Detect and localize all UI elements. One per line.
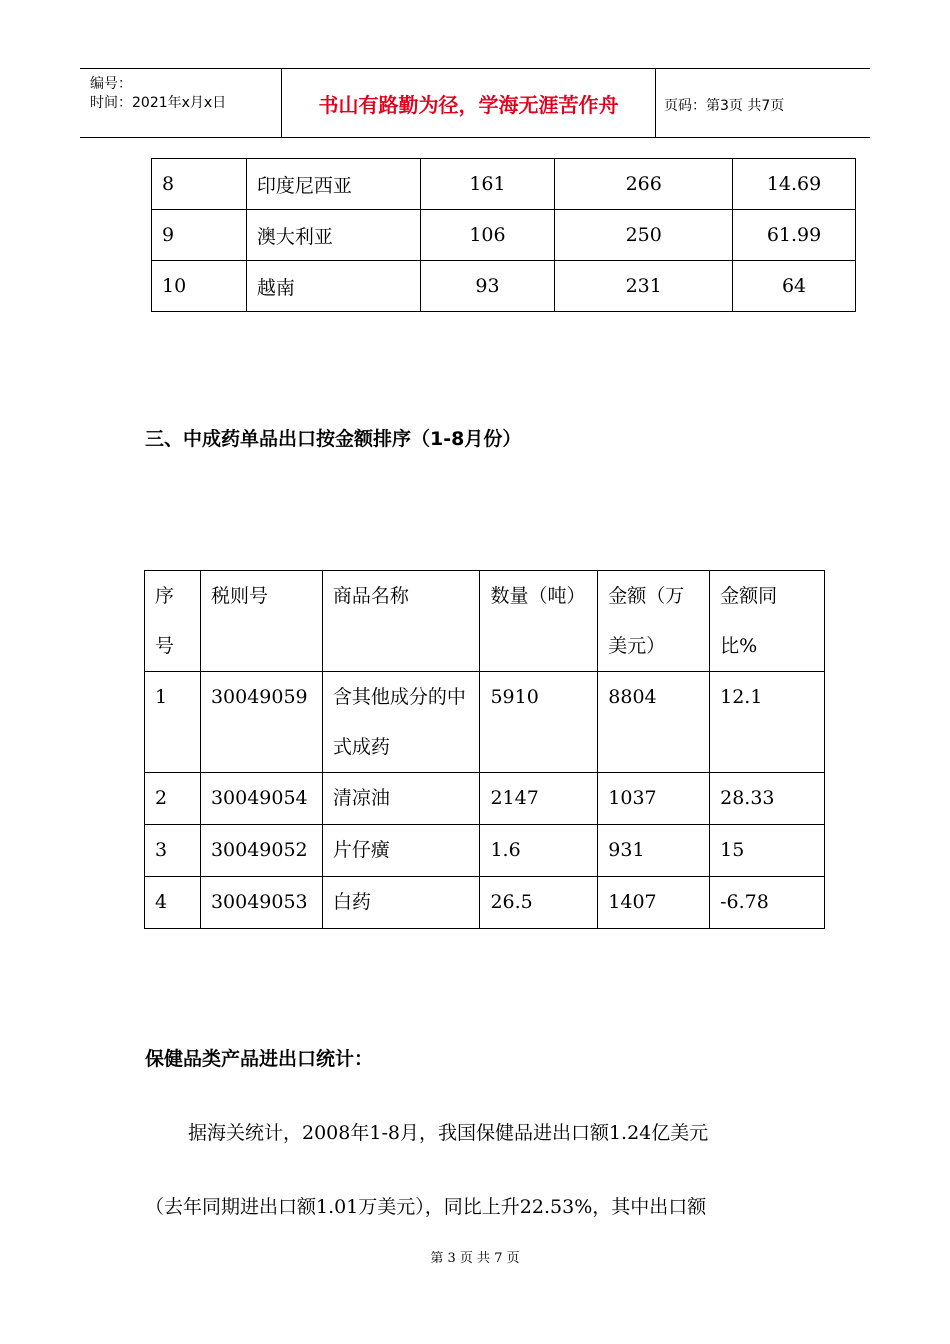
table-cell: 266 bbox=[555, 159, 733, 210]
table-cell: 印度尼西亚 bbox=[246, 159, 420, 210]
table-cell: 1 bbox=[145, 672, 201, 773]
table-cell: 澳大利亚 bbox=[246, 210, 420, 261]
paragraph-line-1: 据海关统计，2008年1-8月，我国保健品进出口额1.24亿美元 bbox=[188, 1122, 709, 1144]
table-row bbox=[145, 672, 825, 773]
table-cell: 4 bbox=[145, 877, 201, 929]
table-row bbox=[145, 773, 825, 825]
table-cell: 10 bbox=[152, 261, 247, 312]
table-cell: 14.69 bbox=[733, 159, 856, 210]
time-label: 时间：2021年x月x日 bbox=[90, 95, 227, 111]
table-cell: 30049052 bbox=[200, 825, 322, 877]
table-cell: 30049059 bbox=[200, 672, 322, 773]
table-cell: 5910 bbox=[480, 672, 598, 773]
table-cell: 161 bbox=[420, 159, 555, 210]
header-page-info: 页码：第3页 共7页 bbox=[664, 98, 785, 114]
table-cell: 片仔癀 bbox=[322, 825, 480, 877]
table-cell: 2147 bbox=[480, 773, 598, 825]
table-cell: 1037 bbox=[598, 773, 710, 825]
header-left bbox=[80, 69, 280, 137]
page-footer: 第 3 页 共 7 页 bbox=[430, 1251, 520, 1266]
header-cell: 序号 bbox=[145, 571, 201, 672]
table-cell: 28.33 bbox=[710, 773, 825, 825]
table-cell: 2 bbox=[145, 773, 201, 825]
table-cell: 3 bbox=[145, 825, 201, 877]
table-cell: 15 bbox=[710, 825, 825, 877]
header-cell: 商品名称 bbox=[322, 571, 480, 672]
table-row bbox=[152, 159, 856, 210]
table-cell: 250 bbox=[555, 210, 733, 261]
number-label: 编号： bbox=[90, 76, 132, 92]
header-cell: 金额（万美元） bbox=[598, 571, 710, 672]
table-cell: 8804 bbox=[598, 672, 710, 773]
table-cell: 231 bbox=[555, 261, 733, 312]
table-cell: 12.1 bbox=[710, 672, 825, 773]
page-header bbox=[80, 68, 870, 138]
table-cell: 9 bbox=[152, 210, 247, 261]
table-cell: 61.99 bbox=[733, 210, 856, 261]
table-cell: 26.5 bbox=[480, 877, 598, 929]
table-row bbox=[145, 825, 825, 877]
table-cell: 含其他成分的中式成药 bbox=[322, 672, 480, 773]
section-3-heading: 三、中成药单品出口按金额排序（1-8月份） bbox=[145, 428, 522, 450]
table-cell: 1.6 bbox=[480, 825, 598, 877]
table-cell: 30049054 bbox=[200, 773, 322, 825]
table-cell: 越南 bbox=[246, 261, 420, 312]
table-cell: -6.78 bbox=[710, 877, 825, 929]
table-cell: 清凉油 bbox=[322, 773, 480, 825]
table-row bbox=[152, 261, 856, 312]
table-row bbox=[145, 877, 825, 929]
paragraph-line-2: （去年同期进出口额1.01万美元），同比上升22.53%，其中出口额 bbox=[145, 1196, 707, 1218]
table-cell: 93 bbox=[420, 261, 555, 312]
table-cell: 8 bbox=[152, 159, 247, 210]
header-motto: 书山有路勤为径，学海无涯苦作舟 bbox=[281, 69, 656, 137]
table-cell: 106 bbox=[420, 210, 555, 261]
header-cell: 金额同比% bbox=[710, 571, 825, 672]
table-cell: 931 bbox=[598, 825, 710, 877]
table-cell: 白药 bbox=[322, 877, 480, 929]
health-products-heading: 保健品类产品进出口统计： bbox=[145, 1048, 374, 1070]
table-cell: 1407 bbox=[598, 877, 710, 929]
header-cell: 数量（吨） bbox=[480, 571, 598, 672]
product-export-table bbox=[144, 570, 825, 929]
header-cell: 税则号 bbox=[200, 571, 322, 672]
table-cell: 30049053 bbox=[200, 877, 322, 929]
table-cell: 64 bbox=[733, 261, 856, 312]
table-row bbox=[152, 210, 856, 261]
table-header-row bbox=[145, 571, 825, 672]
country-table bbox=[151, 158, 856, 312]
